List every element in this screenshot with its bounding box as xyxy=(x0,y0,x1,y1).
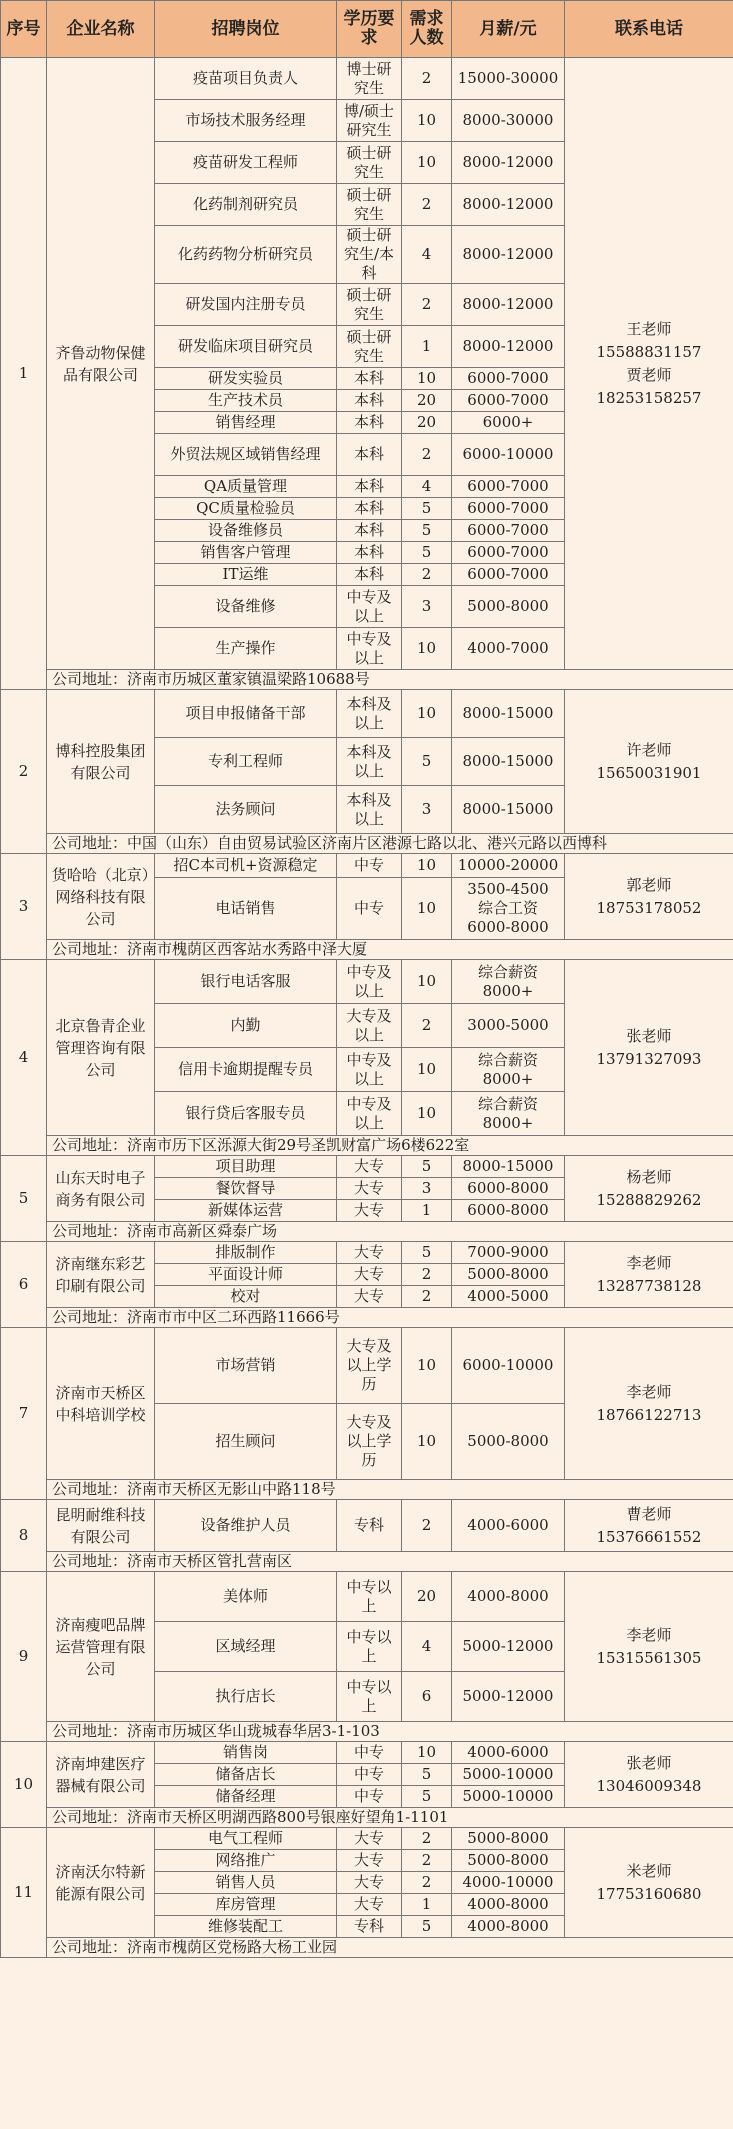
header-count: 需求人数 xyxy=(402,1,452,58)
job-education: 硕士研究生 xyxy=(337,326,402,368)
job-education: 大专及以上 xyxy=(337,1004,402,1048)
job-position: 销售人员 xyxy=(155,1872,337,1894)
job-position: 市场技术服务经理 xyxy=(155,100,337,142)
job-salary: 4000-8000 xyxy=(452,1916,565,1938)
job-salary: 15000-30000 xyxy=(452,58,565,100)
company-contact: 米老师 17753160680 xyxy=(565,1828,733,1938)
job-education: 本科 xyxy=(337,520,402,542)
company-number: 7 xyxy=(1,1328,47,1500)
job-salary: 8000-15000 xyxy=(452,738,565,786)
job-salary: 5000-8000 xyxy=(452,1850,565,1872)
job-salary: 8000-15000 xyxy=(452,786,565,834)
job-headcount: 20 xyxy=(402,390,452,412)
company-address: 公司地址：济南市市中区二环西路11666号 xyxy=(47,1308,733,1328)
job-headcount: 10 xyxy=(402,1048,452,1092)
job-position: 平面设计师 xyxy=(155,1264,337,1286)
job-position: IT运维 xyxy=(155,564,337,586)
job-salary: 8000-30000 xyxy=(452,100,565,142)
company-number: 2 xyxy=(1,690,47,854)
job-education: 本科及以上 xyxy=(337,690,402,738)
job-headcount: 5 xyxy=(402,1786,452,1808)
company-contact: 许老师 15650031901 xyxy=(565,690,733,834)
job-education: 硕士研究生 xyxy=(337,142,402,184)
job-salary: 综合薪资 8000+ xyxy=(452,960,565,1004)
job-education: 中专 xyxy=(337,1764,402,1786)
job-position: 内勤 xyxy=(155,1004,337,1048)
job-headcount: 10 xyxy=(402,1404,452,1480)
job-headcount: 1 xyxy=(402,1894,452,1916)
job-salary: 6000+ xyxy=(452,412,565,434)
job-position: 销售经理 xyxy=(155,412,337,434)
job-position: 电气工程师 xyxy=(155,1828,337,1850)
company-number: 6 xyxy=(1,1242,47,1328)
job-education: 本科及以上 xyxy=(337,738,402,786)
job-headcount: 10 xyxy=(402,1328,452,1404)
job-headcount: 5 xyxy=(402,1156,452,1178)
company-name: 齐鲁动物保健品有限公司 xyxy=(47,58,155,670)
company-number: 1 xyxy=(1,58,47,690)
job-headcount: 10 xyxy=(402,628,452,670)
job-position: 银行电话客服 xyxy=(155,960,337,1004)
job-position: 执行店长 xyxy=(155,1672,337,1722)
job-salary: 8000-12000 xyxy=(452,284,565,326)
job-headcount: 10 xyxy=(402,690,452,738)
job-education: 大专 xyxy=(337,1828,402,1850)
job-position: 化药制剂研究员 xyxy=(155,184,337,226)
job-education: 大专 xyxy=(337,1872,402,1894)
company-contact: 王老师 15588831157 贾老师 18253158257 xyxy=(565,58,733,670)
table-row xyxy=(1,854,733,878)
company-name: 博科控股集团有限公司 xyxy=(47,690,155,834)
job-position: 疫苗项目负责人 xyxy=(155,58,337,100)
table-row xyxy=(1,1572,733,1622)
job-salary: 5000-8000 xyxy=(452,1404,565,1480)
header-phone: 联系电话 xyxy=(565,1,733,58)
job-position: 销售客户管理 xyxy=(155,542,337,564)
job-salary: 5000-10000 xyxy=(452,1786,565,1808)
job-position: 疫苗研发工程师 xyxy=(155,142,337,184)
job-position: QC质量检验员 xyxy=(155,498,337,520)
company-contact: 张老师 13046009348 xyxy=(565,1742,733,1808)
job-position: 电话销售 xyxy=(155,878,337,940)
job-salary: 6000-7000 xyxy=(452,498,565,520)
table-row xyxy=(1,1500,733,1552)
company-address: 公司地址：济南市天桥区明湖西路800号银座好望角1-1101 xyxy=(47,1808,733,1828)
job-salary: 6000-7000 xyxy=(452,368,565,390)
job-education: 硕士研究生/本科 xyxy=(337,226,402,284)
job-headcount: 20 xyxy=(402,1572,452,1622)
job-headcount: 5 xyxy=(402,1242,452,1264)
job-headcount: 5 xyxy=(402,1764,452,1786)
job-position: 餐饮督导 xyxy=(155,1178,337,1200)
job-headcount: 4 xyxy=(402,1622,452,1672)
job-education: 博士研究生 xyxy=(337,58,402,100)
header-company: 企业名称 xyxy=(47,1,155,58)
company-number: 11 xyxy=(1,1828,47,1958)
job-position: 研发临床项目研究员 xyxy=(155,326,337,368)
job-education: 大专 xyxy=(337,1850,402,1872)
job-education: 中专 xyxy=(337,1742,402,1764)
company-name: 济南瘦吧品牌运营管理有限公司 xyxy=(47,1572,155,1722)
job-position: 校对 xyxy=(155,1286,337,1308)
job-salary: 6000-10000 xyxy=(452,1328,565,1404)
job-salary: 6000-7000 xyxy=(452,476,565,498)
job-education: 大专及以上学历 xyxy=(337,1328,402,1404)
job-headcount: 10 xyxy=(402,878,452,940)
company-name: 昆明耐维科技有限公司 xyxy=(47,1500,155,1552)
header-edu: 学历要求 xyxy=(337,1,402,58)
address-row xyxy=(1,1222,733,1242)
job-headcount: 2 xyxy=(402,1286,452,1308)
job-education: 硕士研究生 xyxy=(337,184,402,226)
table-row xyxy=(1,1828,733,1850)
job-position: 法务顾问 xyxy=(155,786,337,834)
job-position: QA质量管理 xyxy=(155,476,337,498)
job-salary: 4000-8000 xyxy=(452,1894,565,1916)
job-position: 银行贷后客服专员 xyxy=(155,1092,337,1136)
job-education: 本科 xyxy=(337,390,402,412)
job-salary: 6000-7000 xyxy=(452,390,565,412)
company-name: 货哈哈（北京）网络科技有限公司 xyxy=(47,854,155,940)
job-position: 化药药物分析研究员 xyxy=(155,226,337,284)
job-salary: 5000-10000 xyxy=(452,1764,565,1786)
table-row xyxy=(1,1242,733,1264)
job-position: 设备维修 xyxy=(155,586,337,628)
job-education: 大专 xyxy=(337,1286,402,1308)
job-position: 设备维修员 xyxy=(155,520,337,542)
job-headcount: 10 xyxy=(402,100,452,142)
job-salary: 10000-20000 xyxy=(452,854,565,878)
company-number: 8 xyxy=(1,1500,47,1572)
job-position: 招生顾问 xyxy=(155,1404,337,1480)
company-number: 3 xyxy=(1,854,47,960)
job-position: 设备维护人员 xyxy=(155,1500,337,1552)
company-contact: 杨老师 15288829262 xyxy=(565,1156,733,1222)
job-education: 大专 xyxy=(337,1264,402,1286)
job-position: 外贸法规区域销售经理 xyxy=(155,434,337,476)
table-row xyxy=(1,58,733,100)
job-position: 研发实验员 xyxy=(155,368,337,390)
header-position: 招聘岗位 xyxy=(155,1,337,58)
job-salary: 6000-8000 xyxy=(452,1178,565,1200)
job-education: 中专及以上 xyxy=(337,960,402,1004)
job-salary: 6000-10000 xyxy=(452,434,565,476)
job-position: 项目助理 xyxy=(155,1156,337,1178)
job-position: 新媒体运营 xyxy=(155,1200,337,1222)
company-number: 10 xyxy=(1,1742,47,1828)
job-headcount: 2 xyxy=(402,184,452,226)
job-education: 中专及以上 xyxy=(337,1048,402,1092)
job-salary: 8000-12000 xyxy=(452,142,565,184)
job-headcount: 10 xyxy=(402,1092,452,1136)
job-headcount: 5 xyxy=(402,542,452,564)
job-salary: 5000-12000 xyxy=(452,1622,565,1672)
job-position: 网络推广 xyxy=(155,1850,337,1872)
job-headcount: 2 xyxy=(402,284,452,326)
job-education: 本科 xyxy=(337,412,402,434)
job-education: 大专 xyxy=(337,1242,402,1264)
company-name: 济南继东彩艺印刷有限公司 xyxy=(47,1242,155,1308)
job-headcount: 5 xyxy=(402,498,452,520)
job-position: 储备店长 xyxy=(155,1764,337,1786)
job-headcount: 2 xyxy=(402,1004,452,1048)
job-salary: 6000-8000 xyxy=(452,1200,565,1222)
job-headcount: 10 xyxy=(402,854,452,878)
company-address: 公司地址：济南市天桥区管扎营南区 xyxy=(47,1552,733,1572)
job-salary: 4000-7000 xyxy=(452,628,565,670)
address-row xyxy=(1,940,733,960)
table-row xyxy=(1,690,733,738)
job-education: 大专 xyxy=(337,1894,402,1916)
address-row xyxy=(1,1552,733,1572)
job-headcount: 2 xyxy=(402,1500,452,1552)
job-salary: 8000-12000 xyxy=(452,226,565,284)
job-salary: 5000-8000 xyxy=(452,1264,565,1286)
company-name: 北京鲁青企业管理咨询有限公司 xyxy=(47,960,155,1136)
job-position: 招C本司机+资源稳定 xyxy=(155,854,337,878)
job-salary: 8000-15000 xyxy=(452,1156,565,1178)
job-headcount: 3 xyxy=(402,586,452,628)
job-education: 中专及以上 xyxy=(337,628,402,670)
address-row xyxy=(1,834,733,854)
job-education: 中专以上 xyxy=(337,1572,402,1622)
company-contact: 曹老师 15376661552 xyxy=(565,1500,733,1552)
job-education: 本科 xyxy=(337,434,402,476)
job-position: 维修装配工 xyxy=(155,1916,337,1938)
job-position: 生产技术员 xyxy=(155,390,337,412)
job-education: 中专 xyxy=(337,1786,402,1808)
address-row xyxy=(1,1480,733,1500)
job-education: 本科 xyxy=(337,498,402,520)
job-salary: 6000-7000 xyxy=(452,520,565,542)
table-row xyxy=(1,1742,733,1764)
job-education: 专科 xyxy=(337,1916,402,1938)
job-salary: 3500-4500 综合工资 6000-8000 xyxy=(452,878,565,940)
job-education: 本科 xyxy=(337,368,402,390)
job-headcount: 10 xyxy=(402,368,452,390)
job-salary: 8000-12000 xyxy=(452,326,565,368)
company-address: 公司地址：济南市高新区舜泰广场 xyxy=(47,1222,733,1242)
job-salary: 6000-7000 xyxy=(452,542,565,564)
job-headcount: 3 xyxy=(402,786,452,834)
job-headcount: 4 xyxy=(402,476,452,498)
company-contact: 李老师 15315561305 xyxy=(565,1572,733,1722)
job-headcount: 10 xyxy=(402,142,452,184)
job-education: 大专 xyxy=(337,1178,402,1200)
job-headcount: 1 xyxy=(402,326,452,368)
job-headcount: 2 xyxy=(402,564,452,586)
job-salary: 5000-8000 xyxy=(452,1828,565,1850)
job-position: 库房管理 xyxy=(155,1894,337,1916)
address-row xyxy=(1,670,733,690)
company-contact: 郭老师 18753178052 xyxy=(565,854,733,940)
job-headcount: 3 xyxy=(402,1178,452,1200)
job-position: 区域经理 xyxy=(155,1622,337,1672)
job-salary: 4000-5000 xyxy=(452,1286,565,1308)
job-education: 本科及以上 xyxy=(337,786,402,834)
job-education: 本科 xyxy=(337,476,402,498)
job-salary: 4000-6000 xyxy=(452,1742,565,1764)
company-name: 济南沃尔特新能源有限公司 xyxy=(47,1828,155,1938)
job-position: 市场营销 xyxy=(155,1328,337,1404)
company-address: 公司地址：济南市天桥区无影山中路118号 xyxy=(47,1480,733,1500)
job-education: 中专以上 xyxy=(337,1672,402,1722)
job-education: 硕士研究生 xyxy=(337,284,402,326)
job-salary: 4000-10000 xyxy=(452,1872,565,1894)
job-education: 本科 xyxy=(337,542,402,564)
job-position: 排版制作 xyxy=(155,1242,337,1264)
address-row xyxy=(1,1308,733,1328)
job-position: 储备经理 xyxy=(155,1786,337,1808)
job-position: 信用卡逾期提醒专员 xyxy=(155,1048,337,1092)
company-address: 公司地址：济南市槐荫区西客站水秀路中泽大厦 xyxy=(47,940,733,960)
job-salary: 综合薪资 8000+ xyxy=(452,1048,565,1092)
job-headcount: 2 xyxy=(402,1850,452,1872)
company-address: 公司地址：济南市槐荫区党杨路大杨工业园 xyxy=(47,1938,733,1958)
job-headcount: 1 xyxy=(402,1200,452,1222)
address-row xyxy=(1,1938,733,1958)
company-contact: 张老师 13791327093 xyxy=(565,960,733,1136)
job-salary: 综合薪资 8000+ xyxy=(452,1092,565,1136)
table-row xyxy=(1,960,733,1004)
job-headcount: 10 xyxy=(402,960,452,1004)
job-education: 中专 xyxy=(337,854,402,878)
job-salary: 3000-5000 xyxy=(452,1004,565,1048)
job-salary: 6000-7000 xyxy=(452,564,565,586)
job-education: 博/硕士研究生 xyxy=(337,100,402,142)
job-salary: 4000-6000 xyxy=(452,1500,565,1552)
job-education: 大专 xyxy=(337,1200,402,1222)
header-salary: 月薪/元 xyxy=(452,1,565,58)
job-salary: 5000-8000 xyxy=(452,586,565,628)
job-salary: 4000-8000 xyxy=(452,1572,565,1622)
header-row xyxy=(1,1,733,58)
job-position: 销售岗 xyxy=(155,1742,337,1764)
company-address: 公司地址：济南市历城区董家镇温梁路10688号 xyxy=(47,670,733,690)
company-name: 山东天时电子商务有限公司 xyxy=(47,1156,155,1222)
job-position: 生产操作 xyxy=(155,628,337,670)
company-number: 5 xyxy=(1,1156,47,1242)
address-row xyxy=(1,1722,733,1742)
address-row xyxy=(1,1808,733,1828)
company-name: 济南市天桥区中科培训学校 xyxy=(47,1328,155,1480)
job-education: 中专及以上 xyxy=(337,586,402,628)
job-headcount: 5 xyxy=(402,738,452,786)
job-education: 大专及以上学历 xyxy=(337,1404,402,1480)
job-education: 中专以上 xyxy=(337,1622,402,1672)
job-salary: 8000-15000 xyxy=(452,690,565,738)
job-headcount: 2 xyxy=(402,1828,452,1850)
job-salary: 7000-9000 xyxy=(452,1242,565,1264)
company-address: 公司地址：中国（山东）自由贸易试验区济南片区港源七路以北、港兴元路以西博科 xyxy=(47,834,733,854)
job-education: 本科 xyxy=(337,564,402,586)
table-row xyxy=(1,1156,733,1178)
job-headcount: 2 xyxy=(402,434,452,476)
company-number: 4 xyxy=(1,960,47,1156)
job-headcount: 5 xyxy=(402,520,452,542)
table-row xyxy=(1,1328,733,1404)
job-headcount: 6 xyxy=(402,1672,452,1722)
job-headcount: 4 xyxy=(402,226,452,284)
company-number: 9 xyxy=(1,1572,47,1742)
job-headcount: 2 xyxy=(402,58,452,100)
job-position: 研发国内注册专员 xyxy=(155,284,337,326)
job-education: 专科 xyxy=(337,1500,402,1552)
job-headcount: 5 xyxy=(402,1916,452,1938)
address-row xyxy=(1,1136,733,1156)
job-education: 中专 xyxy=(337,878,402,940)
header-no: 序号 xyxy=(1,1,47,58)
job-position: 专利工程师 xyxy=(155,738,337,786)
job-position: 美体师 xyxy=(155,1572,337,1622)
table-body xyxy=(1,58,733,1958)
job-education: 大专 xyxy=(337,1156,402,1178)
job-headcount: 10 xyxy=(402,1742,452,1764)
company-address: 公司地址：济南市历下区泺源大街29号圣凯财富广场6楼622室 xyxy=(47,1136,733,1156)
job-education: 中专及以上 xyxy=(337,1092,402,1136)
job-position: 项目申报储备干部 xyxy=(155,690,337,738)
job-headcount: 2 xyxy=(402,1872,452,1894)
company-address: 公司地址：济南市历城区华山珑城春华居3-1-103 xyxy=(47,1722,733,1742)
company-contact: 李老师 13287738128 xyxy=(565,1242,733,1308)
company-contact: 李老师 18766122713 xyxy=(565,1328,733,1480)
job-salary: 5000-12000 xyxy=(452,1672,565,1722)
job-headcount: 20 xyxy=(402,412,452,434)
job-salary: 8000-12000 xyxy=(452,184,565,226)
job-headcount: 2 xyxy=(402,1264,452,1286)
company-name: 济南坤建医疗器械有限公司 xyxy=(47,1742,155,1808)
